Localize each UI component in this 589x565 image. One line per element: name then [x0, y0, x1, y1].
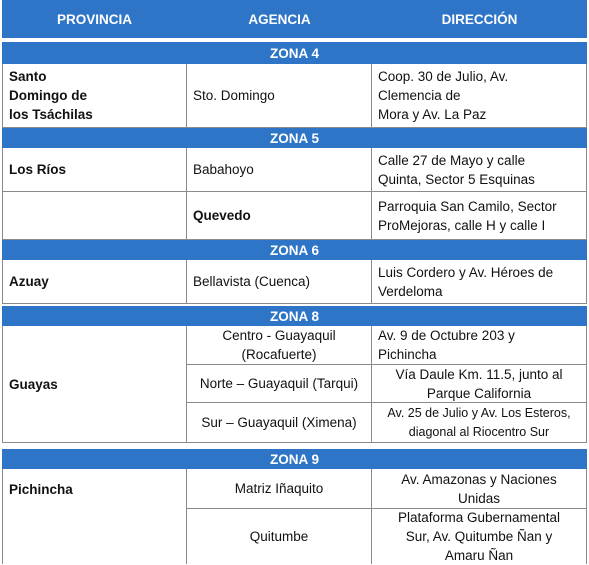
provincia-cell: Guayas	[2, 326, 187, 443]
header-provincia: PROVINCIA	[56, 11, 132, 27]
agencia-line: (Rocafuerte)	[241, 347, 317, 362]
table-header	[2, 0, 587, 38]
direccion-cell	[372, 260, 587, 304]
direccion-cell	[372, 192, 587, 240]
direccion-cell	[372, 326, 587, 365]
direccion-line: ProMejoras, calle H y calle I	[378, 217, 546, 233]
header-direccion: DIRECCIÓN	[441, 11, 518, 27]
direccion-line: Unidas	[457, 490, 501, 506]
direccion-line: Av. 9 de Octubre 203 y	[378, 328, 515, 343]
zone-4-header: ZONA 4	[2, 42, 587, 64]
provincia-line: los Tsáchilas	[9, 107, 93, 122]
agencia-line: Centro - Guayaquil	[222, 328, 336, 343]
zone-5-header: ZONA 5	[2, 128, 587, 148]
provincia-line: Santo	[9, 69, 47, 84]
direccion-line: Verdeloma	[378, 283, 443, 299]
header-agencia: AGENCIA	[248, 11, 311, 27]
direccion-cell	[372, 509, 587, 564]
direccion-line: Calle 27 de Mayo y calle	[378, 152, 526, 168]
direccion-line: Clemencia de	[378, 88, 461, 103]
agencia-cell: Quevedo	[187, 192, 372, 240]
direccion-cell	[372, 148, 587, 192]
provincia-cell: Azuay	[2, 260, 187, 304]
agencia-cell: Quitumbe	[187, 509, 372, 564]
zone-6-header: ZONA 6	[2, 240, 587, 260]
direccion-line: Plataforma Gubernamental	[397, 510, 561, 525]
direccion-line: Quinta, Sector 5 Esquinas	[378, 171, 535, 187]
zone-8-header: ZONA 8	[2, 306, 587, 326]
direccion-line: Pichincha	[378, 347, 437, 362]
direccion-cell	[372, 64, 587, 128]
provincia-cell: Pichincha	[2, 469, 187, 564]
agencies-table	[2, 0, 587, 564]
provincia-cell-span	[2, 192, 187, 240]
direccion-line: Parroquia San Camilo, Sector	[378, 198, 557, 214]
direccion-line: Coop. 30 de Julio, Av.	[378, 69, 509, 84]
direccion-line: Parque California	[426, 385, 532, 401]
agencia-cell: Babahoyo	[187, 148, 372, 192]
direccion-line: Av. 25 de Julio y Av. Los Esteros,	[387, 405, 571, 420]
agencia-cell: Bellavista (Cuenca)	[187, 260, 372, 304]
direccion-line: diagonal al Riocentro Sur	[408, 424, 550, 439]
direccion-cell	[372, 469, 587, 509]
direccion-line: Vía Daule Km. 11.5, junto al	[395, 366, 563, 382]
direccion-line: Sur, Av. Quitumbe Ñan y	[405, 529, 553, 544]
direccion-cell	[372, 403, 587, 443]
direccion-line: Av. Amazonas y Naciones	[401, 471, 557, 487]
agencia-cell: Sto. Domingo	[187, 64, 372, 128]
direccion-cell	[372, 365, 587, 403]
agencia-cell	[187, 326, 372, 365]
zone-9-header: ZONA 9	[2, 449, 587, 469]
agencia-cell: Sur – Guayaquil (Ximena)	[187, 403, 372, 443]
provincia-cell: Los Ríos	[2, 148, 187, 192]
direccion-line: Mora y Av. La Paz	[378, 107, 487, 122]
provincia-cell	[2, 64, 187, 128]
direccion-line: Luis Cordero y Av. Héroes de	[378, 264, 554, 280]
agencia-cell: Norte – Guayaquil (Tarqui)	[187, 365, 372, 403]
direccion-line: Amaru Ñan	[444, 548, 514, 563]
provincia-line: Domingo de	[9, 88, 87, 103]
agencia-cell: Matriz Iñaquito	[187, 469, 372, 509]
